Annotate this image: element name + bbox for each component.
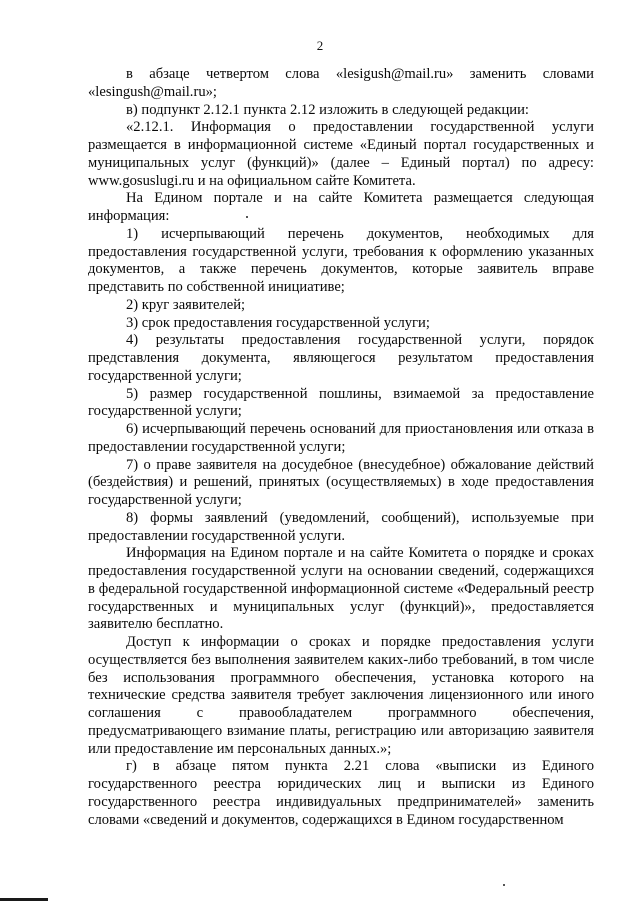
list-item-8: 8) формы заявлений (уведомлений, сообщений), используемые при предоставлении государственной услуги.	[88, 509, 594, 544]
paragraph-email-replacement: в абзаце четвертом слова «lesigush@mail.ru» заменить словами «lesingush@mail.ru»;	[88, 66, 594, 100]
paragraph-subclause-v: в) подпункт 2.12.1 пункта 2.12 изложить в следующей редакции:	[126, 101, 529, 118]
paragraph-info-intro: На Едином портале и на сайте Комитета размещается следующая информация:	[88, 190, 594, 224]
list-item-7: 7) о праве заявителя на досудебное (внесудебное) обжалование действий (бездействия) и решений, принятых (осуществляемых) в ходе предоставления государственной услуги;	[88, 456, 594, 508]
scan-speck	[246, 216, 248, 218]
list-item-2: 2) круг заявителей;	[126, 296, 246, 313]
document-body	[88, 66, 594, 829]
list-item-1: 1) исчерпывающий перечень документов, необходимых для предоставления государственной услуги, требования к оформлению указанных документов, а также перечень документов, которые заявитель вправе представить по собственной инициативе;	[88, 225, 594, 295]
list-item-4: 4) результаты предоставления государственной услуги, порядок представления документа, являющегося результатом предоставления государственной услуги;	[88, 332, 594, 384]
scan-speck	[503, 884, 505, 886]
list-item-3: 3) срок предоставления государственной услуги;	[126, 314, 430, 331]
paragraph-2-12-1: «2.12.1. Информация о предоставлении государственной услуги размещается в информационной системе «Единый портал государственных и муниципальных услуг (функций)» (далее – Единый портал) по адресу: www.gosuslugi.ru и на официальном сайте Комитета.	[88, 119, 594, 189]
page-number: 2	[316, 38, 324, 53]
list-item-5: 5) размер государственной пошлины, взимаемой за предоставление государственной услуги;	[88, 385, 594, 420]
paragraph-subclause-g: г) в абзаце пятом пункта 2.21 слова «выписки из Единого государственного реестра юридических лиц и выписки из Единого государственного реестра индивидуальных предпринимателей» заменить словами «сведений и документов, содержащихся в Едином государственном	[88, 758, 594, 828]
paragraph-free-info: Информация на Едином портале и на сайте Комитета о порядке и сроках предоставления государственной услуги на основании сведений, содержащихся в федеральной государственной информационной системе «Федеральный реестр государственных и муниципальных услуг (функций)», предоставляется заявителю бесплатно.	[88, 545, 594, 633]
scan-edge-mark	[0, 898, 48, 901]
paragraph-access-info: Доступ к информации о сроках и порядке предоставления услуги осуществляется без выполнения заявителем каких-либо требований, в том числе без использования программного обеспечения, установка которого на технические средства заявителя требует заключения лицензионного или иного соглашения с правообладателем программного обеспечения, предусматривающего взимание платы, регистрацию или авторизацию заявителя или предоставление им персональных данных.»;	[88, 634, 594, 757]
list-item-6: 6) исчерпывающий перечень оснований для приостановления или отказа в предоставлении государственной услуги;	[88, 421, 594, 455]
